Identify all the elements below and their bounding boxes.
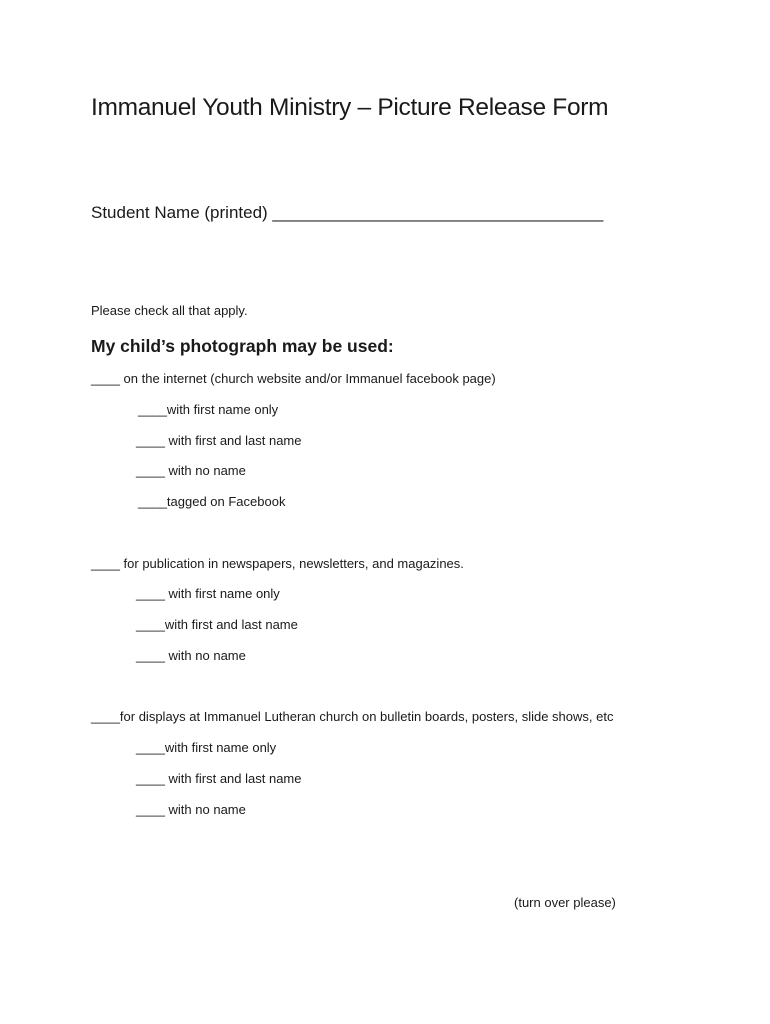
sub-option-internet-first-name: ____with first name only [138,402,279,417]
instruction-text: Please check all that apply. [91,303,248,318]
sub-option-displays-first-name: ____with first name only [136,740,277,755]
sub-option-displays-no-name: ____ with no name [136,802,246,817]
sub-option-internet-no-name: ____ with no name [136,463,246,478]
student-name-field: Student Name (printed) ___________________________________ [91,203,604,222]
sub-option-publication-no-name: ____ with no name [136,648,246,663]
form-title: Immanuel Youth Ministry – Picture Release Form [91,94,609,121]
option-displays: ____for displays at Immanuel Lutheran church on bulletin boards, posters, slide shows, etc [91,709,614,724]
turn-over-note: (turn over please) [514,895,616,910]
sub-option-publication-first-name: ____ with first name only [136,586,280,601]
sub-option-internet-full-name: ____ with first and last name [136,433,302,448]
sub-option-publication-full-name: ____with first and last name [136,617,298,632]
sub-option-displays-full-name: ____ with first and last name [136,771,302,786]
option-internet: ____ on the internet (church website and/or Immanuel facebook page) [91,371,496,386]
section-heading: My child’s photograph may be used: [91,336,394,356]
option-publication: ____ for publication in newspapers, newsletters, and magazines. [91,556,464,571]
sub-option-internet-tagged: ____tagged on Facebook [138,494,286,509]
